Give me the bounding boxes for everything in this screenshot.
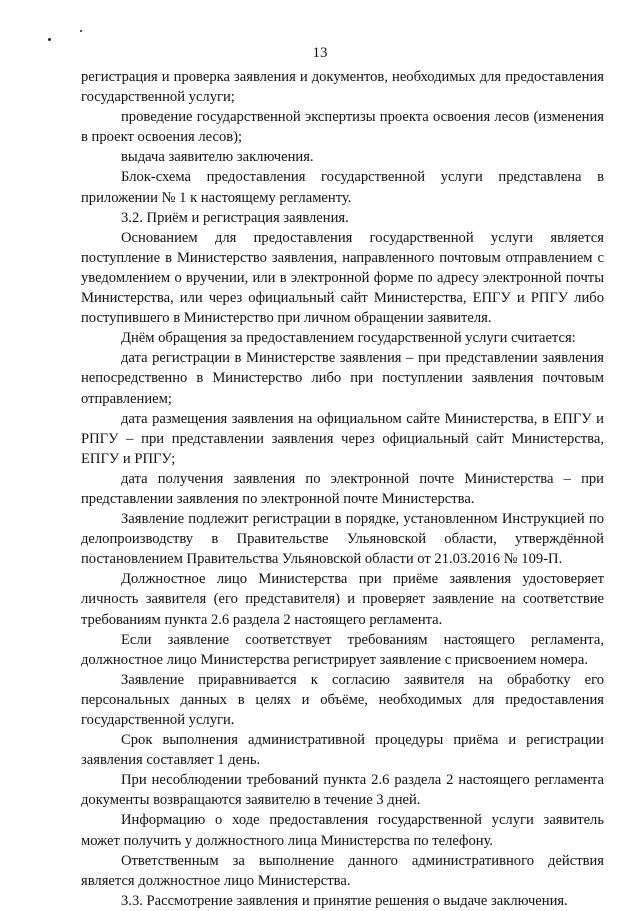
paragraph: Ответственным за выполнение данного административного действия является должностное лицо Министерства.: [81, 852, 604, 889]
paragraph: дата получения заявления по электронной почте Министерства – при представлении заявления по электронной почте Министерства.: [81, 470, 604, 507]
paragraph: Днём обращения за предоставлением государственной услуги считается:: [121, 330, 576, 347]
scan-speck: [48, 38, 51, 41]
page-number: 13: [312, 45, 328, 61]
paragraph: Блок-схема предоставления государственной услуги представлена в приложении № 1 к настоящему регламенту.: [81, 169, 604, 206]
paragraph: дата регистрации в Министерстве заявления – при представлении заявления непосредственно в Министерство либо при поступлении заявления почтовым отправлением;: [81, 350, 604, 407]
paragraph: Основанием для предоставления государственной услуги является поступление в Министерство заявления, направленного почтовым отправлением с уведомлением о вручении, или в электронной форме по адресу электронной почты Министерства, или через официальный сайт Министерства, ЕПГУ и РПГУ либо поступившего в Министерство при личном обращении заявителя.: [81, 229, 604, 327]
paragraph: Заявление приравнивается к согласию заявителя на обработку его персональных данных в целях и объёме, необходимых для предоставления государственной услуги.: [81, 671, 604, 728]
scan-speck: [80, 30, 82, 32]
paragraph: Должностное лицо Министерства при приёме заявления удостоверяет личность заявителя (его представителя) и проверяет заявление на соответствие требованиям пункта 2.6 раздела 2 настоящего регламента.: [81, 571, 604, 628]
paragraph: Срок выполнения административной процедуры приёма и регистрации заявления составляет 1 день.: [81, 732, 604, 769]
paragraph: проведение государственной экспертизы проекта освоения лесов (изменения в проект освоения лесов);: [81, 109, 604, 146]
section-heading: 3.3. Рассмотрение заявления и принятие решения о выдаче заключения.: [121, 892, 568, 909]
paragraph: Заявление подлежит регистрации в порядке, установленном Инструкцией по делопроизводству в Правительстве Ульяновской области, утверждённой постановлением Правительства Ульяновской области от 21.03.2016 № 109-П.: [81, 511, 604, 568]
section-heading: 3.2. Приём и регистрация заявления.: [121, 209, 349, 226]
paragraph: Информацию о ходе предоставления государственной услуги заявитель может получить у должностного лица Министерства по телефону.: [81, 812, 604, 849]
paragraph: выдача заявителю заключения.: [121, 149, 314, 166]
paragraph: регистрация и проверка заявления и документов, необходимых для предоставления государственной услуги;: [81, 69, 604, 106]
paragraph: дата размещения заявления на официальном сайте Министерства, в ЕПГУ и РПГУ – при представлении заявления через официальный сайт Министерства, ЕПГУ и РПГУ;: [81, 410, 604, 467]
paragraph: Если заявление соответствует требованиям настоящего регламента, должностное лицо Министерства регистрирует заявление с присвоением номера.: [81, 631, 604, 668]
document-body: [81, 67, 604, 911]
paragraph: При несоблюдении требований пункта 2.6 раздела 2 настоящего регламента документы возвращаются заявителю в течение 3 дней.: [81, 772, 604, 809]
